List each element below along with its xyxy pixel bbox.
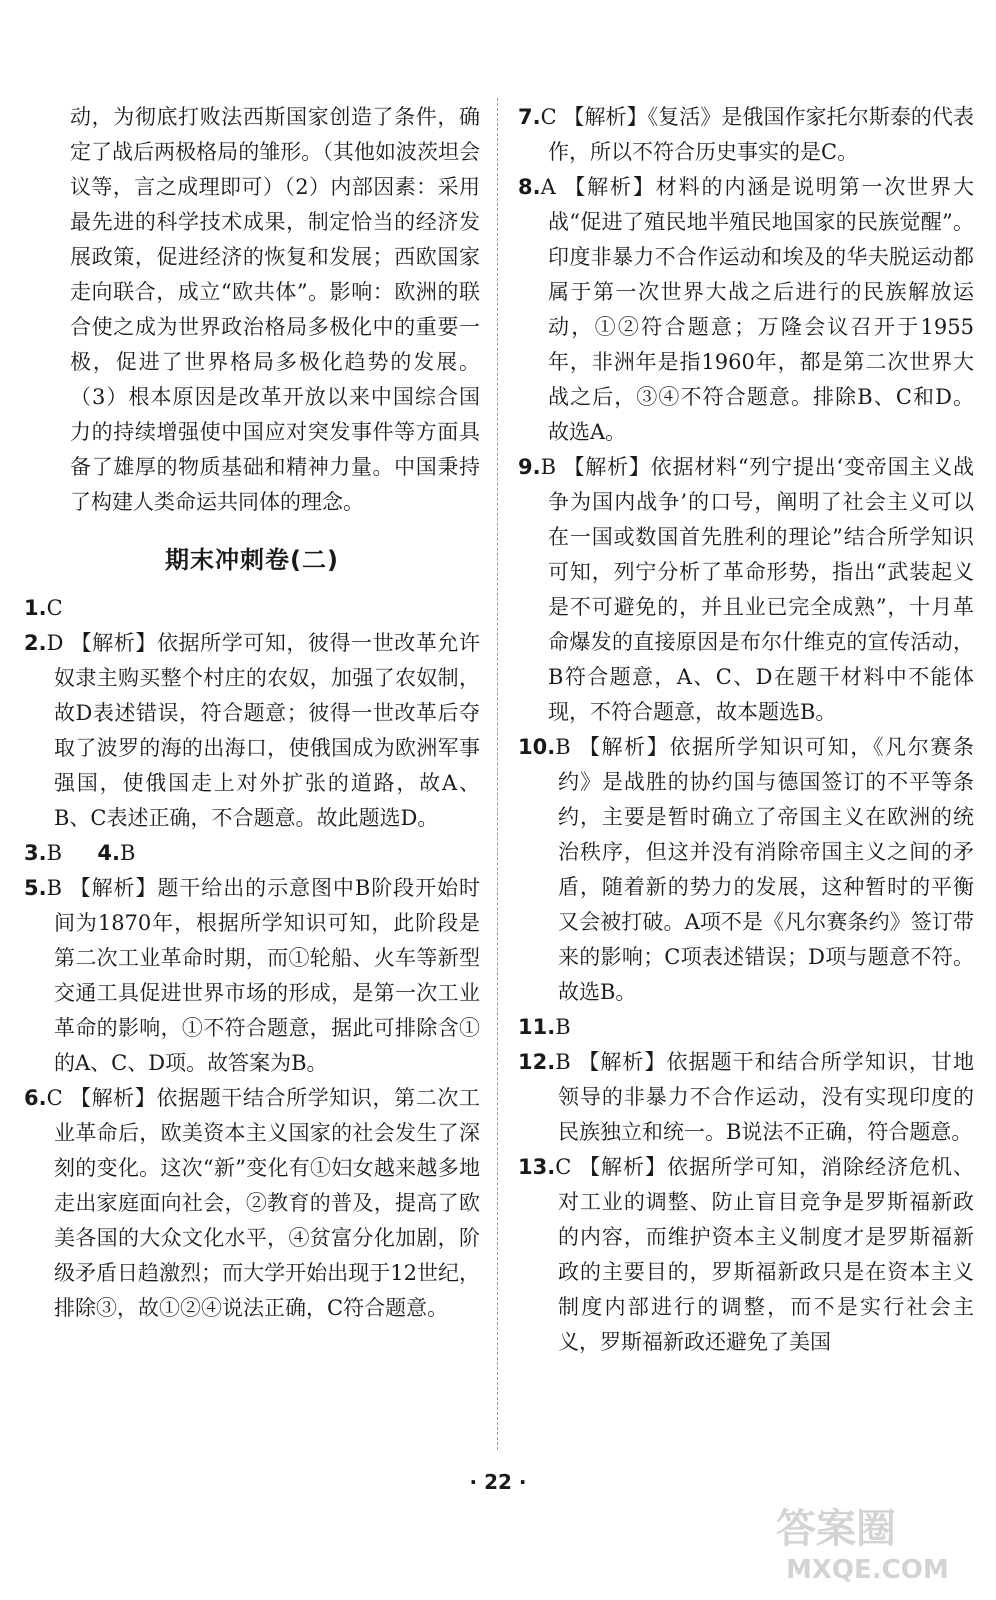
answer-item (518, 450, 974, 730)
answer-number: 10. (518, 735, 556, 759)
answer-number: 13. (518, 1155, 556, 1179)
answer-number: 3. (24, 841, 47, 865)
answer-text: D 【解析】依据所学可知，彼得一世改革允许奴隶主购买整个村庄的农奴，加强了农奴制，故D表述错误，符合题意；彼得一世改革后夺取了波罗的海的出海口，使俄国成为欧洲军事强国，使俄国走上对外扩张的道路，故A、B、C表述正确，不合题意。故此题选D。 (46, 631, 480, 830)
answer-number: 1. (24, 596, 47, 620)
answer-text: C (46, 596, 63, 620)
watermark-en: MXQE.COM (786, 1555, 949, 1585)
answer-text: B (555, 1015, 571, 1039)
answer-item (518, 1150, 974, 1360)
answer-number: 12. (518, 1050, 556, 1074)
answer-text: B (46, 841, 63, 865)
answer-text: B (120, 841, 136, 865)
answer-text: B 【解析】题干给出的示意图中B阶段开始时间为1870年，根据所学知识可知，此阶段是第二次工业革命时期，而①轮船、火车等新型交通工具促进世界市场的形成，是第一次工业革命的影响，①不符合题意，据此可排除含①的A、C、D项。故答案为B。 (46, 876, 480, 1075)
answer-item (518, 170, 974, 450)
answer-number: 9. (518, 455, 541, 479)
left-column (24, 100, 480, 1326)
answer-item (24, 591, 480, 626)
answer-text: B 【解析】依据题干和结合所学知识，甘地领导的非暴力不合作运动，没有实现印度的民族独立和统一。B说法不正确，符合题意。 (555, 1050, 974, 1144)
answer-text: C 【解析】《复活》是俄国作家托尔斯泰的代表作，所以不符合历史事实的是C。 (540, 105, 974, 164)
answer-text: A 【解析】材料的内涵是说明第一次世界大战“促进了殖民地半殖民地国家的民族觉醒”。印度非暴力不合作运动和埃及的华夫脱运动都属于第一次世界大战之后进行的民族解放运动，①②符合题意；万隆会议召开于1955年，非洲年是指1960年，都是第二次世界大战之后，③④不符合题意。排除B、C和D。故选A。 (540, 175, 974, 444)
watermark-cn: 答案圈 (776, 1506, 896, 1552)
continuation-paragraph: 动，为彻底打败法西斯国家创造了条件，确定了战后两极格局的雏形。（其他如波茨坦会议等，言之成理即可）（2）内部因素：采用最先进的科学技术成果，制定恰当的经济发展政策，促进经济的恢复和发展；西欧国家走向联合，成立“欧共体”。影响：欧洲的联合使之成为世界政治格局多极化中的重要一极，促进了世界格局多极化趋势的发展。（3）根本原因是改革开放以来中国综合国力的持续增强使中国应对突发事件等方面具备了雄厚的物质基础和精神力量。中国秉持了构建人类命运共同体的理念。 (70, 105, 480, 514)
answer-item (518, 100, 974, 170)
answer-text: B 【解析】依据材料“列宁提出‘变帝国主义战争为国内战争’的口号，阐明了社会主义可以在一国或数国首先胜利的理论”结合所学知识可知，列宁分析了革命形势，指出“武装起义是不可避免的，并且业已完全成熟”，十月革命爆发的直接原因是布尔什维克的宣传活动，B符合题意，A、C、D在题干材料中不能体现，不符合题意，故本题选B。 (540, 455, 974, 724)
answer-text: C 【解析】依据所学可知，消除经济危机、对工业的调整、防止盲目竞争是罗斯福新政的内容，而维护资本主义制度才是罗斯福新政的主要目的，罗斯福新政只是在资本主义制度内部进行的调整，而不是实行社会主义，罗斯福新政还避免了美国 (555, 1155, 974, 1354)
watermark-logo (768, 1494, 978, 1586)
answer-item (518, 1010, 974, 1045)
answer-number: 5. (24, 876, 47, 900)
column-divider (497, 98, 498, 1450)
answer-number: 2. (24, 631, 47, 655)
answer-number: 6. (24, 1086, 47, 1110)
page-number: · 22 · (469, 1470, 527, 1494)
right-column (518, 100, 974, 1360)
answer-number: 11. (518, 1015, 556, 1039)
section-title: 期末冲刺卷(二) (165, 546, 339, 574)
answer-item (518, 730, 974, 1010)
answer-item (24, 871, 480, 1081)
answer-number: 7. (518, 105, 541, 129)
answer-item (24, 1081, 480, 1326)
answer-number: 4. (97, 841, 120, 865)
answer-item (24, 626, 480, 836)
answer-number: 8. (518, 175, 541, 199)
answer-item (518, 1045, 974, 1150)
answer-text: B 【解析】依据所学知识可知，《凡尔赛条约》是战胜的协约国与德国签订的不平等条约，主要是暂时确立了帝国主义在欧洲的统治秩序，但这并没有消除帝国主义之间的矛盾，随着新的势力的发展，这种暂时的平衡又会被打破。A项不是《凡尔赛条约》签订带来的影响；C项表述错误；D项与题意不符。故选B。 (555, 735, 974, 1004)
answer-text: C 【解析】依据题干结合所学知识，第二次工业革命后，欧美资本主义国家的社会发生了深刻的变化。这次“新”变化有①妇女越来越多地走出家庭面向社会，②教育的普及，提高了欧美各国的大众文化水平，④贫富分化加剧，阶级矛盾日趋激烈；而大学开始出现于12世纪，排除③，故①②④说法正确，C符合题意。 (46, 1086, 480, 1320)
answer-item (24, 836, 480, 871)
